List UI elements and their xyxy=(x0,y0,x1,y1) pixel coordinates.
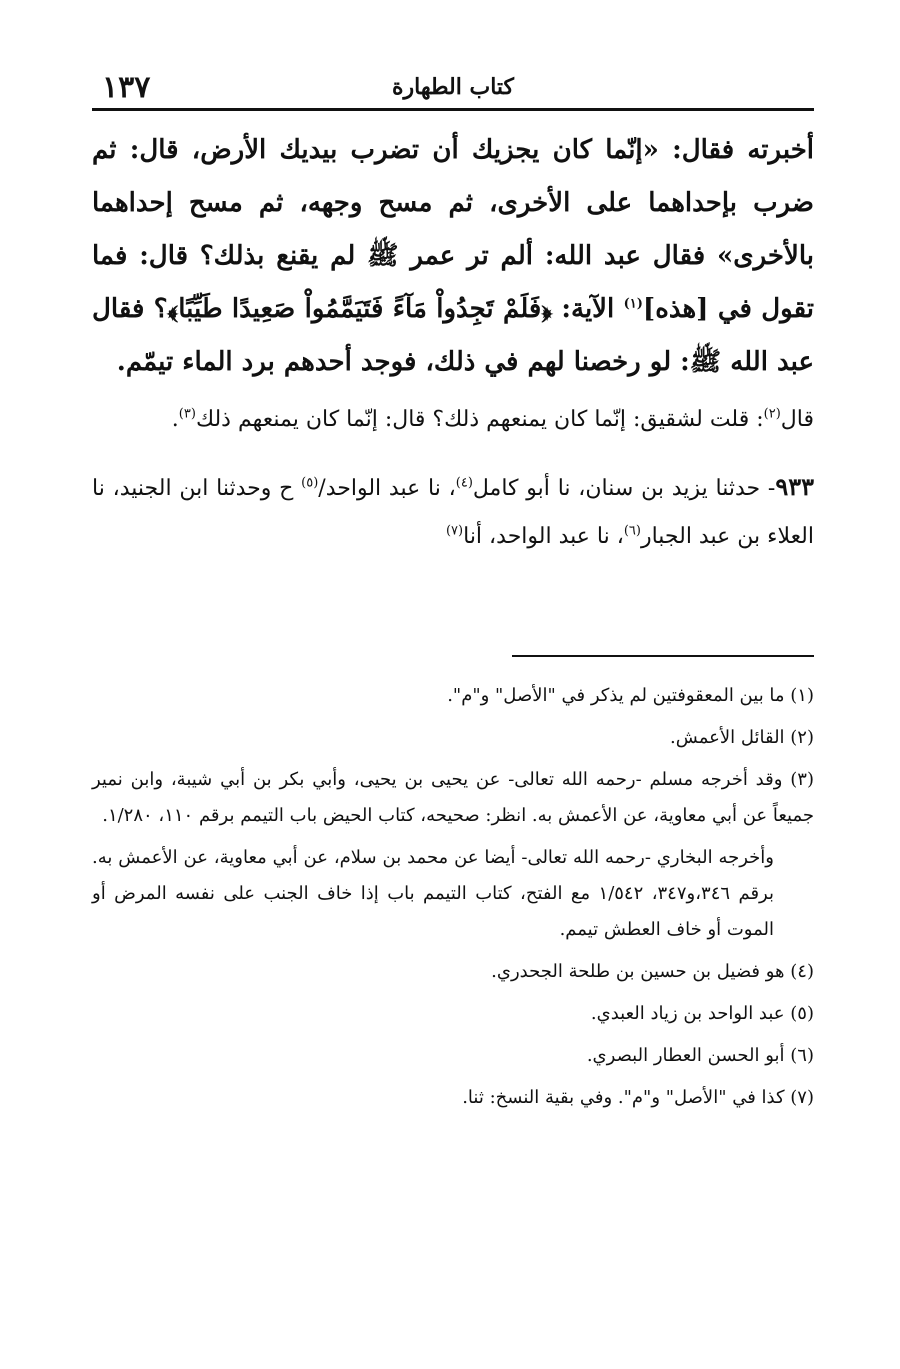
page-number: ١٣٧ xyxy=(102,70,151,105)
main-text xyxy=(92,124,814,561)
footnote-1: (١) ما بين المعقوفتين لم يذكر في "الأصل" و"م". xyxy=(447,685,814,706)
header-divider xyxy=(92,108,814,111)
paragraph-comment xyxy=(92,397,814,443)
footnote-ref-3: (٣) xyxy=(178,406,196,422)
footnote-ref-1: (١) xyxy=(623,296,643,312)
footnote-7: (٧) كذا في "الأصل" و"م". وفي بقية النسخ: ثنا. xyxy=(462,1087,814,1108)
footnote-ref-5: (٥) xyxy=(301,475,319,491)
chapter-title: كتاب الطهارة xyxy=(391,74,515,100)
text-span: أخبرته فقال: «إنّما كان يجزيك أن تضرب بيديك الأرض، قال: ثم ضرب بإحداهما على الأخرى، ثم مسح وجهه، ثم مسح إحداهما بالأخرى» فقال عبد الله: ألم تر عمر ﷺ لم يقنع بذلك؟ قال: فما تقول في [هذه] xyxy=(92,135,814,324)
text-span: قال xyxy=(780,407,814,432)
footnote-3-continuation: وأخرجه البخاري -رحمه الله تعالى- أيضا عن محمد بن سلام، عن أبي معاوية، عن الأعمش به. برقم ٣٤٦،و٣٤٧، ١/٥٤٢ مع الفتح، كتاب التيمم باب إذا خاف الجنب على نفسه المرض أو الموت أو خاف العطش تيمم. xyxy=(92,847,775,940)
text-span: ، نا عبد الواحد، أنا xyxy=(463,524,624,549)
paragraph-hadith-text xyxy=(92,124,814,389)
text-span: : قلت لشقيق: إنّما كان يمنعهم ذلك؟ قال: إنّما كان يمنعهم ذلك xyxy=(195,407,764,432)
footnote-divider xyxy=(512,655,814,657)
text-span: الآية: ﴿فَلَمْ تَجِدُواْ مَآءً فَتَيَمَّمُواْ صَعِيدًا طَيِّبًا﴾؟ فقال عبد الله ﷺ: لو رخصنا لهم في ذلك، فوجد أحدهم برد الماء تيمّم. xyxy=(92,294,814,377)
footnote-6: (٦) أبو الحسن العطار البصري. xyxy=(586,1045,814,1066)
text-span: - حدثنا يزيد بن سنان، نا أبو كامل xyxy=(472,476,776,501)
footnote-ref-6: (٦) xyxy=(623,523,641,539)
footnotes xyxy=(92,678,814,1122)
footnote-5: (٥) عبد الواحد بن زياد العبدي. xyxy=(590,1003,814,1024)
text-span: ، نا عبد الواحد/ xyxy=(318,476,456,501)
footnote-ref-4: (٤) xyxy=(455,475,473,491)
paragraph-hadith-933 xyxy=(92,463,814,561)
page-header xyxy=(92,72,814,106)
text-span: . xyxy=(171,407,179,432)
footnote-3: (٣) وقد أخرجه مسلم -رحمه الله تعالى- عن يحيى بن يحيى، وأبي بكر بن أبي شيبة، وابن نمير جميعاً عن أبي معاوية، عن الأعمش به. انظر: صحيحه، كتاب الحيض باب التيمم برقم ١١٠، ١/٢٨٠. xyxy=(92,769,814,826)
text-span: ح وحدثنا ابن الجنيد، نا العلاء بن عبد الجبار xyxy=(92,476,814,549)
footnote-2: (٢) القائل الأعمش. xyxy=(670,727,814,748)
hadith-number: ٩٣٣ xyxy=(775,472,815,501)
footnote-ref-2: (٢) xyxy=(763,406,781,422)
footnote-ref-7: (٧) xyxy=(445,523,464,539)
footnote-4: (٤) هو فضيل بن حسين بن طلحة الجحدري. xyxy=(491,961,814,982)
